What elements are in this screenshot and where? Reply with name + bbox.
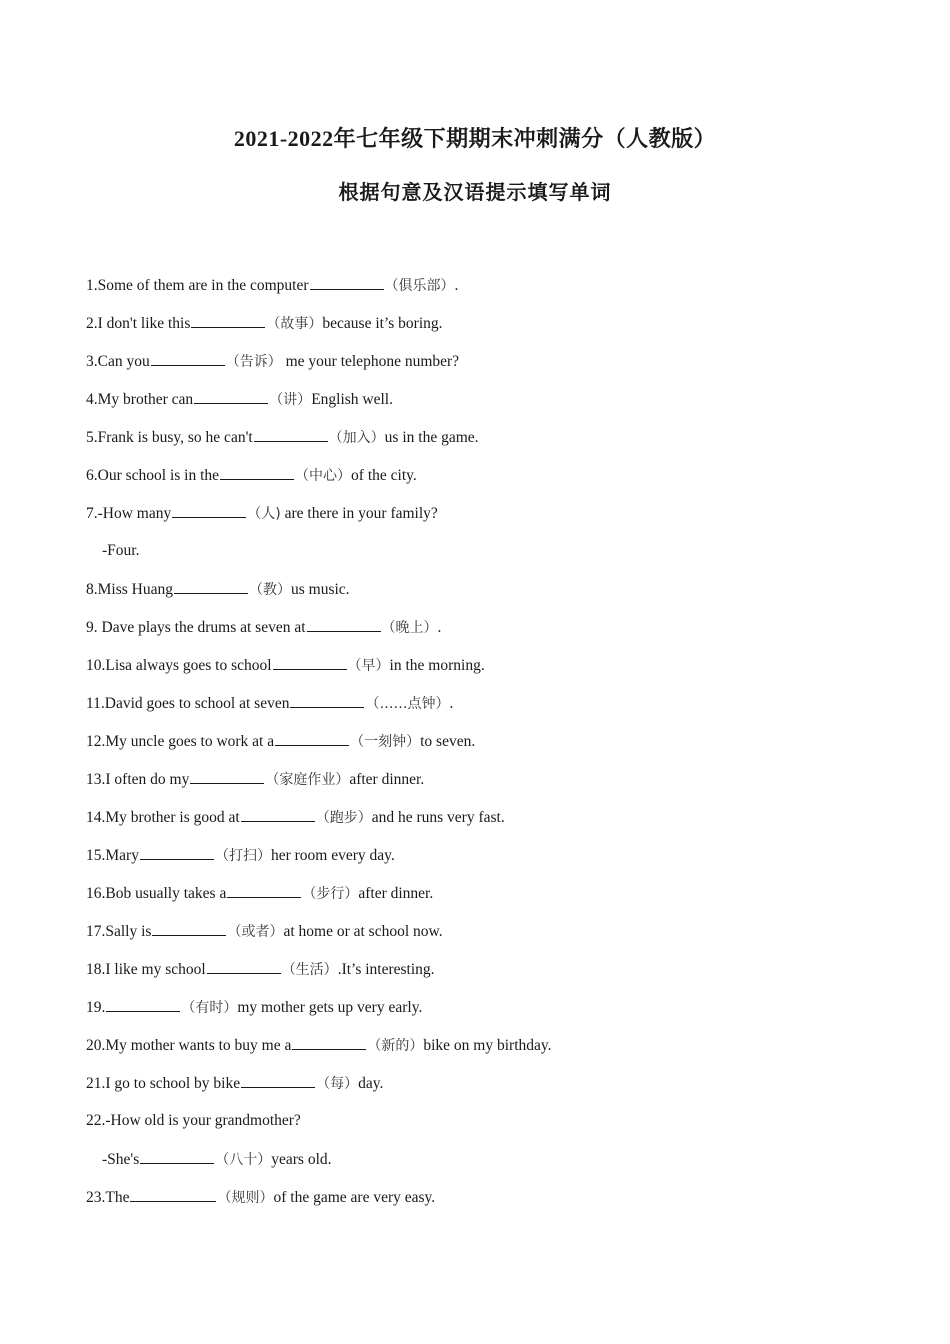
answer-blank[interactable] [130,1186,216,1202]
exercise-item [86,426,886,464]
answer-blank[interactable] [140,1148,214,1164]
sentence-end: my mother gets up very early. [237,999,423,1016]
sentence-end: of the city. [351,467,417,484]
chinese-hint: （告诉） [225,354,282,370]
answer-blank[interactable] [307,616,381,632]
sentence-end: us music. [290,581,350,598]
sentence-start: 3.Can you [86,353,150,370]
sentence-end: in the morning. [389,657,485,674]
sentence-start: 7.-How many [86,505,172,522]
sentence-start: 18.I like my school [86,961,206,978]
exercise-item [86,350,886,388]
sentence-end: of the game are very easy. [273,1189,436,1206]
sentence-end: me your telephone number? [281,353,460,370]
sentence-end: her room every day. [270,847,395,864]
chinese-hint: （故事） [266,316,323,332]
answer-blank[interactable] [227,882,301,898]
answer-blank[interactable] [310,274,384,290]
exercise-item [86,730,886,768]
chinese-hint: （俱乐部） [384,278,455,294]
chinese-hint: （家庭作业） [265,772,350,788]
chinese-hint: （中心） [295,468,352,484]
answer-blank[interactable] [140,844,214,860]
sentence-start: 6.Our school is in the [86,467,220,484]
answer-blank[interactable] [273,654,347,670]
exercise-item [86,1148,886,1186]
exercise-item [86,312,886,350]
sentence-end: at home or at school now. [283,923,443,940]
chinese-hint: （每） [316,1076,359,1092]
sentence-start: -Four. [102,542,140,559]
sentence-start: 22.-How old is your grandmother? [86,1112,301,1129]
sentence-start: 12.My uncle goes to work at a [86,733,275,750]
exercise-item [86,464,886,502]
chinese-hint: （晚上） [381,620,438,636]
chinese-hint: （教） [248,582,291,598]
sentence-start: 4.My brother can [86,391,194,408]
answer-blank[interactable] [191,312,265,328]
exercise-item [86,654,886,692]
exercise-item [86,768,886,806]
exercise-item [86,616,886,654]
exercise-item [86,502,886,540]
sentence-start: 11.David goes to school at seven [86,695,290,712]
answer-blank[interactable] [241,806,315,822]
sentence-start: 1.Some of them are in the computer [86,277,309,294]
page-subtitle: 根据句意及汉语提示填写单词 [338,182,612,204]
answer-blank[interactable] [220,464,294,480]
exercise-item [86,920,886,958]
sentence-end: bike on my birthday. [423,1037,552,1054]
sentence-end: and he runs very fast. [371,809,505,826]
answer-blank[interactable] [241,1072,315,1088]
sentence-start: 5.Frank is busy, so he can't [86,429,253,446]
exercise-item [86,996,886,1034]
exercise-item [86,806,886,844]
chinese-hint: （或者） [227,924,284,940]
exercise-item [86,958,886,996]
sentence-end: . [437,619,442,636]
chinese-hint: （有时） [181,1000,238,1016]
exercise-item [86,882,886,920]
chinese-hint: （一刻钟） [350,734,421,750]
exercise-item [86,1034,886,1072]
sentence-start: 14.My brother is good at [86,809,240,826]
answer-blank[interactable] [174,578,248,594]
exercise-item [86,844,886,882]
exercise-item [86,540,886,578]
answer-blank[interactable] [207,958,281,974]
answer-blank[interactable] [151,350,225,366]
chinese-hint: （步行） [302,886,359,902]
exercise-item [86,1110,886,1148]
answer-blank[interactable] [254,426,328,442]
sentence-end: to seven. [420,733,476,750]
sentence-start: 21.I go to school by bike [86,1075,241,1092]
answer-blank[interactable] [275,730,349,746]
sentence-start: 9. Dave plays the drums at seven at [86,619,306,636]
answer-blank[interactable] [152,920,226,936]
chinese-hint: （早） [347,658,390,674]
sentence-end: . [449,695,454,712]
sentence-end: because it’s boring. [322,315,443,332]
sentence-end: us in the game. [384,429,479,446]
chinese-hint: （打扫） [214,848,271,864]
answer-blank[interactable] [106,996,180,1012]
exercise-item [86,578,886,616]
answer-blank[interactable] [290,692,364,708]
exercise-item [86,388,886,426]
exercise-item [86,274,886,312]
sentence-end: .It’s interesting. [337,961,435,978]
sentence-start: 8.Miss Huang [86,581,173,598]
sentence-start: 16.Bob usually takes a [86,885,227,902]
sentence-end: English well. [311,391,393,408]
sentence-start: 17.Sally is [86,923,152,940]
sentence-start: 13.I often do my [86,771,190,788]
chinese-hint: （人) [247,506,281,522]
exercise-item [86,1186,886,1224]
sentence-end: . [454,277,459,294]
chinese-hint: （八十） [215,1152,272,1168]
sentence-start: 20.My mother wants to buy me a [86,1037,292,1054]
chinese-hint: （讲） [269,392,312,408]
sentence-end: are there in your family? [280,505,438,522]
sentence-start: 19. [86,999,106,1016]
exercise-item [86,1072,886,1110]
exercise-list [86,274,886,1224]
answer-blank[interactable] [190,768,264,784]
chinese-hint: （生活） [281,962,338,978]
sentence-end: day. [358,1075,384,1092]
answer-blank[interactable] [292,1034,366,1050]
chinese-hint: （加入） [328,430,385,446]
answer-blank[interactable] [172,502,246,518]
exercise-item [86,692,886,730]
sentence-start: -She's [102,1151,140,1168]
sentence-start: 23.The [86,1189,130,1206]
sentence-start: 10.Lisa always goes to school [86,657,272,674]
answer-blank[interactable] [194,388,268,404]
sentence-end: years old. [271,1151,332,1168]
sentence-end: after dinner. [349,771,425,788]
page-title: 2021-2022年七年级下期期末冲刺满分（人教版） [233,126,717,151]
chinese-hint: （……点钟） [365,696,450,712]
sentence-start: 15.Mary [86,847,139,864]
chinese-hint: （规则） [217,1190,274,1206]
chinese-hint: （新的） [367,1038,424,1054]
chinese-hint: （跑步） [315,810,372,826]
sentence-start: 2.I don't like this [86,315,191,332]
sentence-end: after dinner. [358,885,434,902]
